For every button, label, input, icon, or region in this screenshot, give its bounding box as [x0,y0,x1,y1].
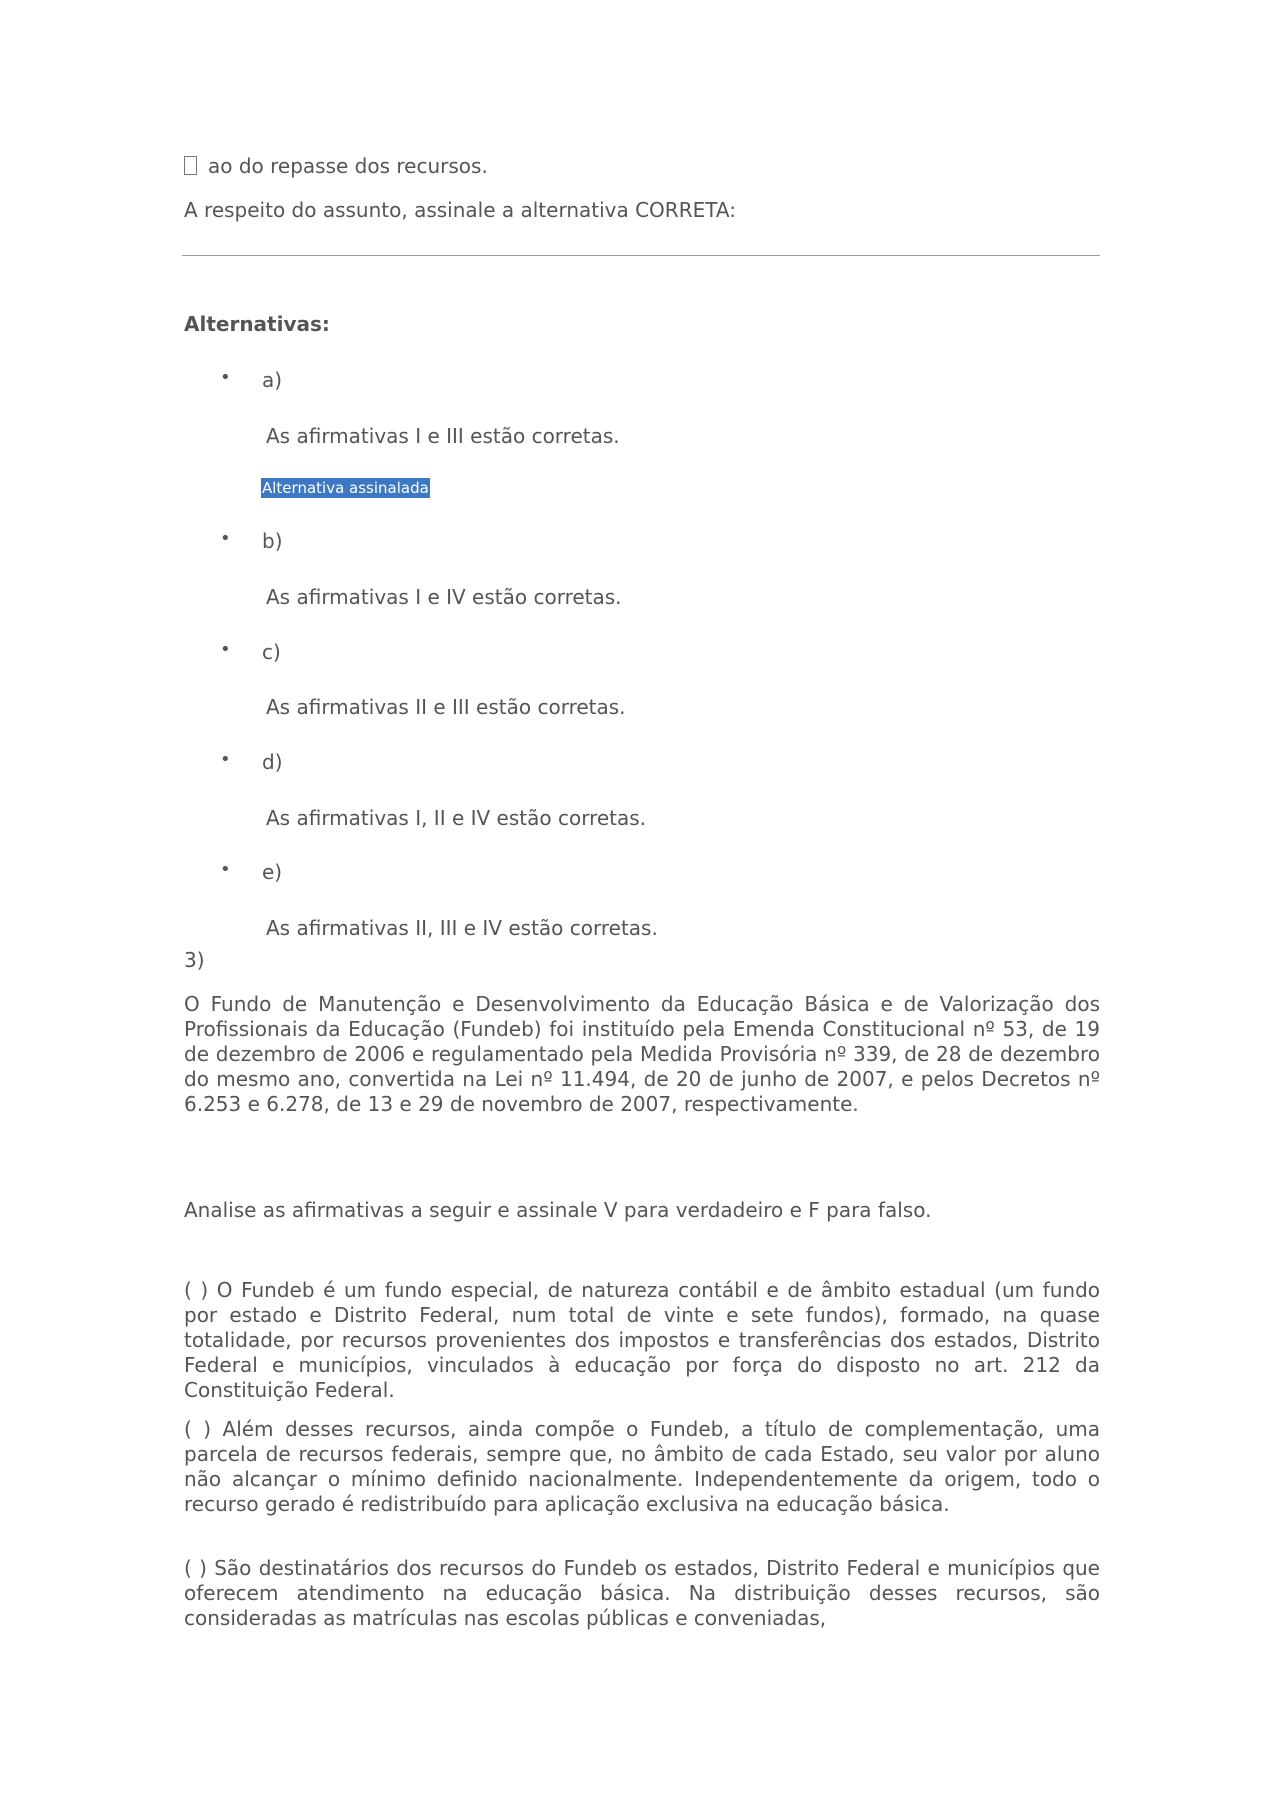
intro-first-line [184,154,1100,179]
question-prompt: A respeito do assunto, assinale a alternativa CORRETA: [184,198,736,222]
true-false-statement: ( ) O Fundeb é um fundo especial, de natureza contábil e de âmbito estadual (um fundo por estado e Distrito Federal, num total de vinte e sete fundos), formado, na quase totalidade, por recursos provenientes dos impostos e transferências dos estados, Distrito Federal e municípios, vinculados à educação por força do disposto no art. 212 da Constituição Federal. [184,1278,1100,1402]
alternative-letter[interactable]: c) [262,640,281,664]
separator-line [182,255,1100,256]
true-false-statement: ( ) São destinatários dos recursos do Fundeb os estados, Distrito Federal e municípios que oferecem atendimento na educação básica. Na distribuição desses recursos, são consideradas as matrículas nas escolas públicas e conveniadas, [184,1556,1100,1630]
alternative-letter[interactable]: d) [262,750,283,774]
bullet-icon: • [220,528,231,549]
alternative-letter[interactable]: b) [262,529,283,553]
bullet-icon: • [220,639,231,660]
alternative-text[interactable]: As afirmativas II e III estão corretas. [266,695,626,719]
alternative-text[interactable]: As afirmativas I e IV estão corretas. [266,585,622,609]
bullet-icon: • [220,749,231,770]
selected-alternative-badge: Alternativa assinalada [262,479,429,497]
missing-glyph-icon [184,156,197,175]
question-number: 3) [184,948,205,972]
true-false-statement: ( ) Além desses recursos, ainda compõe o Fundeb, a título de complementação, uma parcela de recursos federais, sempre que, no âmbito de cada Estado, seu valor por aluno não alcançar o mínimo definido nacionalmente. Independentemente da origem, todo o recurso gerado é redistribuído para aplicação exclusiva na educação básica. [184,1417,1100,1516]
alternative-text[interactable]: As afirmativas I e III estão corretas. [266,424,620,448]
question-statement: O Fundo de Manutenção e Desenvolvimento da Educação Básica e de Valorização dos Profissionais da Educação (Fundeb) foi instituído pela Emenda Constitucional nº 53, de 19 de dezembro de 2006 e regulamentado pela Medida Provisória nº 339, de 28 de dezembro do mesmo ano, convertida na Lei nº 11.494, de 20 de junho de 2007, e pelos Decretos nº 6.253 e 6.278, de 13 e 29 de novembro de 2007, respectivamente. [184,992,1100,1116]
bullet-icon: • [220,859,231,880]
alternative-letter[interactable]: e) [262,860,283,884]
alternatives-heading: Alternativas: [184,312,330,336]
intro-first-line-text: ao do repasse dos recursos. [208,154,488,178]
question-instruction: Analise as afirmativas a seguir e assinale V para verdadeiro e F para falso. [184,1198,932,1222]
bullet-icon: • [220,367,231,388]
alternative-letter[interactable]: a) [262,368,283,392]
alternative-text[interactable]: As afirmativas I, II e IV estão corretas. [266,806,647,830]
alternative-text[interactable]: As afirmativas II, III e IV estão corretas. [266,916,658,940]
